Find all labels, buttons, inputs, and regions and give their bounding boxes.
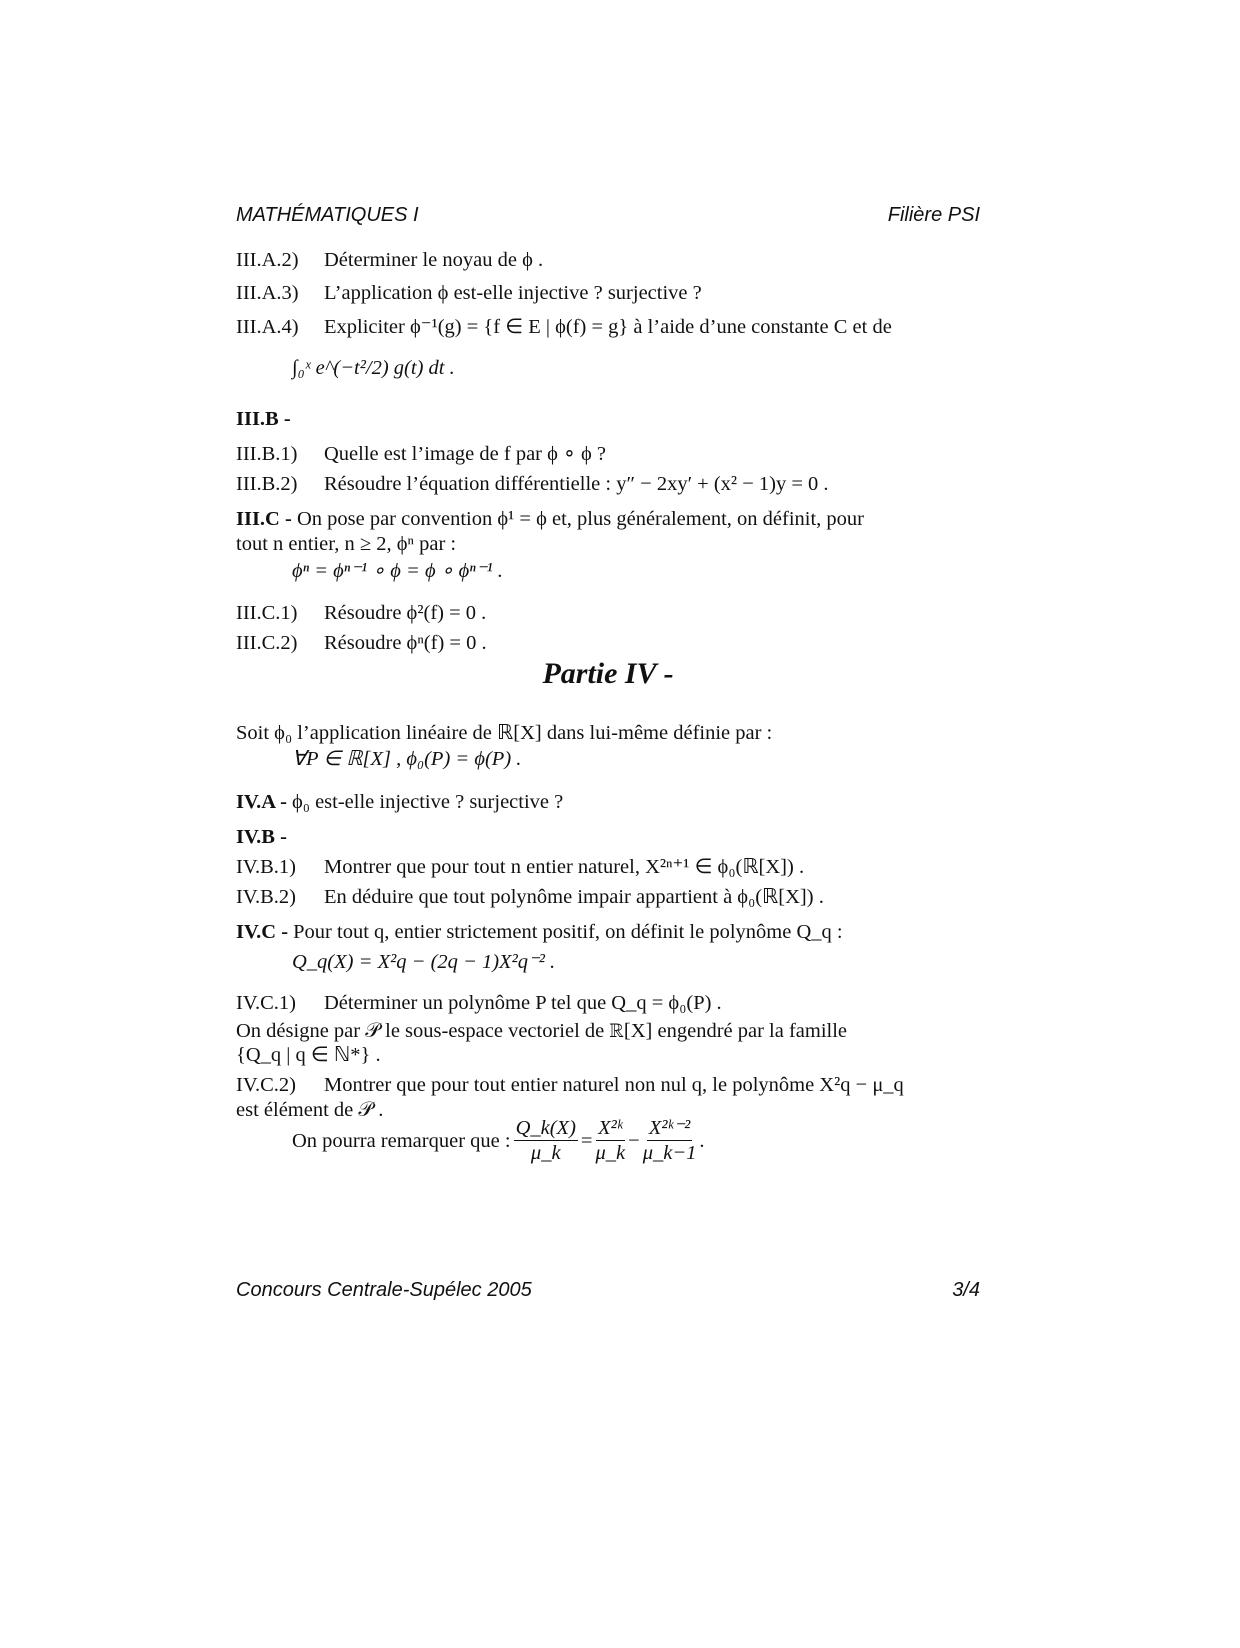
fraction-numerator: Q_k(X)	[515, 1117, 576, 1139]
paragraph-design-line2: {Q_q | q ∈ ℕ*} .	[236, 1044, 381, 1066]
formula-Qq: Q_q(X) = X²q − (2q − 1)X²q⁻² .	[292, 951, 556, 973]
question-text: Montrer que pour tout n entier naturel, X²ⁿ⁺¹ ∈ ϕ₀(ℝ[X]) .	[324, 856, 805, 878]
question-label: IV.B.2)	[236, 886, 296, 908]
question-IIIB2	[236, 470, 829, 498]
question-label: III.C.2)	[236, 632, 298, 654]
paragraph-soit: Soit ϕ₀ l’application linéaire de ℝ[X] dans lui-même définie par :	[236, 722, 773, 744]
question-IIIA4	[236, 313, 892, 341]
question-label: IV.C.1)	[236, 992, 296, 1014]
paragraph-IIIC-line2: tout n entier, n ≥ 2, ϕⁿ par :	[236, 533, 457, 555]
equals-sign: =	[580, 1129, 593, 1152]
question-label: III.A.2)	[236, 249, 299, 271]
question-IIIA3	[236, 279, 702, 307]
paragraph-IIIC	[236, 505, 980, 533]
section-heading-IVA: IV.A -	[236, 791, 287, 813]
question-IVC2	[236, 1071, 904, 1099]
fraction-Qk-over-mu	[514, 1116, 578, 1165]
paragraph-design-line1: On désigne par 𝒫 le sous-espace vectoriel de ℝ[X] engendré par la famille	[236, 1020, 848, 1042]
remark-text: On pourra remarquer que :	[292, 1129, 511, 1152]
section-heading-IVC: IV.C -	[236, 921, 289, 943]
footer-contest: Concours Centrale-Supélec 2005	[236, 1279, 532, 1301]
question-label: III.B.2)	[236, 473, 298, 495]
fraction-numerator: X²ᵏ⁻²	[648, 1117, 691, 1139]
paragraph-text: ϕ₀ est-elle injective ? surjective ?	[292, 791, 564, 813]
question-text: Quelle est l’image de f par ϕ ∘ ϕ ?	[324, 443, 607, 465]
page-footer	[236, 1279, 980, 1302]
fraction-denominator: μ_k	[530, 1142, 561, 1164]
fraction-denominator: μ_k−1	[642, 1142, 697, 1164]
question-IVB2	[236, 883, 824, 911]
formula-phi-n: ϕⁿ = ϕⁿ⁻¹ ∘ ϕ = ϕ ∘ ϕⁿ⁻¹ .	[292, 560, 503, 582]
formula-phi0-def: ∀P ∈ ℝ[X] , ϕ₀(P) = ϕ(P) .	[292, 748, 522, 770]
question-text: Déterminer un polynôme P tel que Q_q = ϕ₀(P) .	[324, 992, 722, 1014]
remark-formula	[292, 1116, 705, 1165]
section-heading-IVB: IV.B -	[236, 826, 287, 848]
paragraph-IVA	[236, 788, 563, 816]
paragraph-line	[236, 505, 980, 533]
question-text: Résoudre ϕ²(f) = 0 .	[324, 602, 487, 624]
header-subject: MATHÉMATIQUES I	[236, 204, 419, 226]
section-heading-IIIB: III.B -	[236, 408, 291, 430]
period: .	[699, 1129, 705, 1152]
fraction-X2k-over-mu	[595, 1116, 625, 1165]
question-label: IV.C.2)	[236, 1074, 296, 1096]
section-heading-IIIC: III.C -	[236, 508, 292, 530]
question-IIIA2	[236, 246, 543, 274]
minus-sign: −	[628, 1129, 640, 1152]
page-number: 3/4	[952, 1279, 980, 1301]
question-text: Expliciter ϕ⁻¹(g) = {f ∈ E | ϕ(f) = g} à l’aide d’une constante C et de	[324, 316, 892, 338]
question-IVB1	[236, 853, 804, 881]
question-label: III.A.3)	[236, 282, 299, 304]
page-header	[236, 204, 980, 227]
question-label: III.C.1)	[236, 602, 298, 624]
header-track: Filière PSI	[887, 204, 980, 226]
integral-formula: ∫₀ˣ e^(−t²/2) g(t) dt .	[292, 357, 455, 379]
question-IVC1	[236, 989, 722, 1017]
question-label: III.A.4)	[236, 316, 299, 338]
fraction-X2k2-over-mu	[643, 1116, 697, 1165]
question-IIIC2	[236, 629, 487, 657]
question-IIIB1	[236, 440, 606, 468]
question-text: Déterminer le noyau de ϕ .	[324, 249, 544, 271]
question-text: Montrer que pour tout entier naturel non nul q, le polynôme X²q − μ_q	[324, 1074, 904, 1096]
paragraph-IVC	[236, 918, 843, 946]
fraction-denominator: μ_k	[595, 1142, 626, 1164]
paragraph-text: Pour tout q, entier strictement positif, on définit le polynôme Q_q :	[293, 921, 843, 943]
part-title: Partie IV -	[542, 657, 674, 690]
question-label: III.B.1)	[236, 443, 298, 465]
question-label: IV.B.1)	[236, 856, 296, 878]
question-text: L’application ϕ est-elle injective ? surjective ?	[324, 282, 702, 304]
paragraph-lead	[236, 505, 864, 533]
question-text: Résoudre ϕⁿ(f) = 0 .	[324, 632, 487, 654]
question-IVC2-line2: est élément de 𝒫 .	[236, 1099, 384, 1121]
question-IIIC1	[236, 599, 486, 627]
fraction-numerator: X²ᵏ	[598, 1117, 623, 1139]
paragraph-text: On pose par convention ϕ¹ = ϕ et, plus généralement, on définit, pour	[296, 508, 864, 530]
question-text: Résoudre l’équation différentielle : y″ − 2xy′ + (x² − 1)y = 0 .	[324, 473, 829, 495]
question-text: En déduire que tout polynôme impair appartient à ϕ₀(ℝ[X]) .	[324, 886, 824, 908]
